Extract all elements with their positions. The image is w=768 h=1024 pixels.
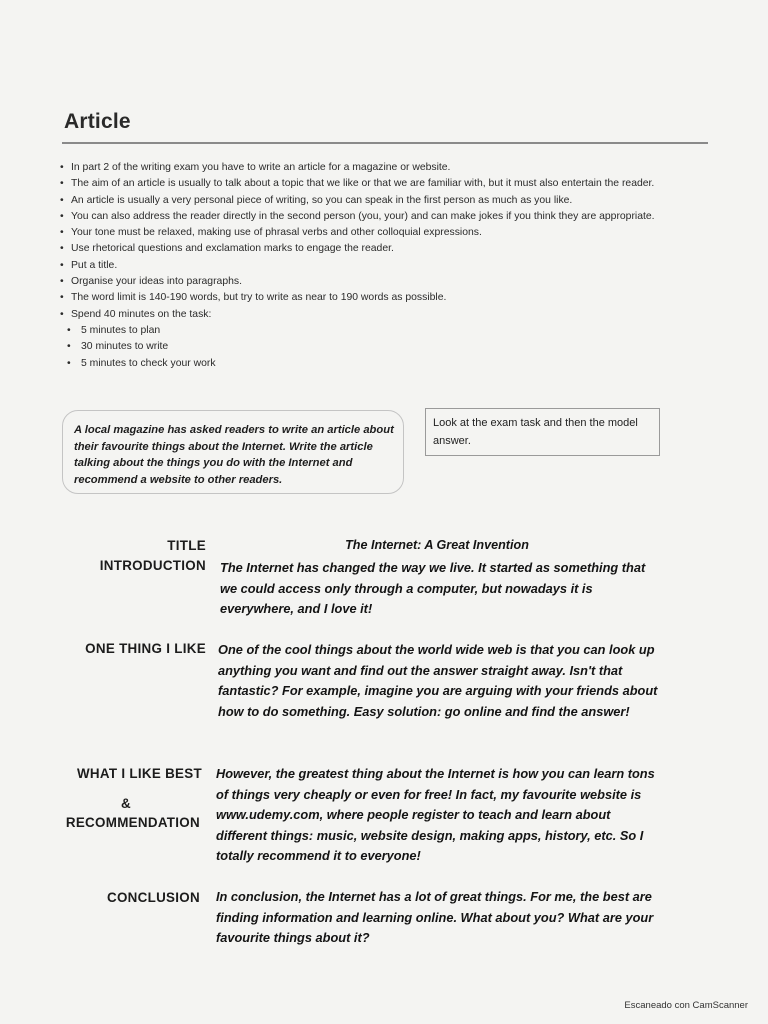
time-sub-item: • 30 minutes to write	[60, 339, 706, 355]
label-ampersand: &	[121, 796, 131, 811]
tip-item: • The aim of an article is usually to talk about a topic that we like or that we are familiar with, but it must also entertain the reader.	[60, 176, 706, 192]
paragraph-introduction: The Internet has changed the way we live. It started as something that we could access only through a computer, but nowadays it is everywhere, and I love it!	[220, 560, 646, 617]
label-introduction: INTRODUCTION	[99, 558, 206, 573]
tip-item: • Your tone must be relaxed, making use of phrasal verbs and other colloquial expressions.	[60, 225, 706, 241]
label-one-thing-i-like: ONE THING I LIKE	[85, 641, 206, 656]
paragraph-best-recommendation: However, the greatest thing about the Internet is how you can learn tons of things very cheaply or even for free! In fact, my favourite website is www.udemy.com, where people register to teach and learn about different things: music, website design, making apps, history, etc. So I totally recommend it to everyone!	[216, 766, 655, 864]
tip-item: • You can also address the reader directly in the second person (you, your) and can make jokes if you think they are appropriate.	[60, 209, 706, 225]
tip-item: • In part 2 of the writing exam you have to write an article for a magazine or website.	[60, 160, 706, 176]
tip-item: • An article is usually a very personal piece of writing, so you can speak in the first person as much as you like.	[60, 193, 706, 209]
time-sub-item: • 5 minutes to plan	[60, 323, 706, 339]
tip-item: • Put a title.	[60, 258, 706, 274]
tip-item: • Use rhetorical questions and exclamation marks to engage the reader.	[60, 241, 706, 257]
article-title: The Internet: A Great Invention	[345, 538, 529, 552]
scanner-watermark: Escaneado con CamScanner	[624, 1000, 748, 1011]
heading-rule	[62, 142, 708, 144]
tip-item: • Spend 40 minutes on the task:	[60, 307, 706, 323]
section-heading: Article	[64, 110, 131, 133]
tip-item: • The word limit is 140-190 words, but try to write as near to 190 words as possible.	[60, 290, 706, 306]
instruction-note-box: Look at the exam task and then the model answer.	[425, 408, 660, 456]
time-sub-item: • 5 minutes to check your work	[60, 356, 706, 372]
paragraph-one-thing: One of the cool things about the world wide web is that you can look up anything you want and find out the answer straight away. Isn't that fantastic? For example, imagine you are arguing with your friends about how to do something. Easy solution: go online and find the answer!	[218, 642, 658, 719]
exam-task-box: A local magazine has asked readers to write an article about their favourite things about the Internet. Write the article talking about the things you do with the Internet and recommend a website to other readers.	[62, 410, 404, 494]
paragraph-conclusion: In conclusion, the Internet has a lot of great things. For me, the best are finding information and learning online. What about you? What are your favourite things about it?	[216, 889, 654, 946]
label-recommendation: RECOMMENDATION	[65, 815, 200, 830]
tips-list	[60, 160, 706, 372]
label-conclusion: CONCLUSION	[106, 890, 200, 905]
tip-item: • Organise your ideas into paragraphs.	[60, 274, 706, 290]
label-title: TITLE	[167, 538, 206, 553]
label-what-i-like-best: WHAT I LIKE BEST	[76, 766, 202, 781]
